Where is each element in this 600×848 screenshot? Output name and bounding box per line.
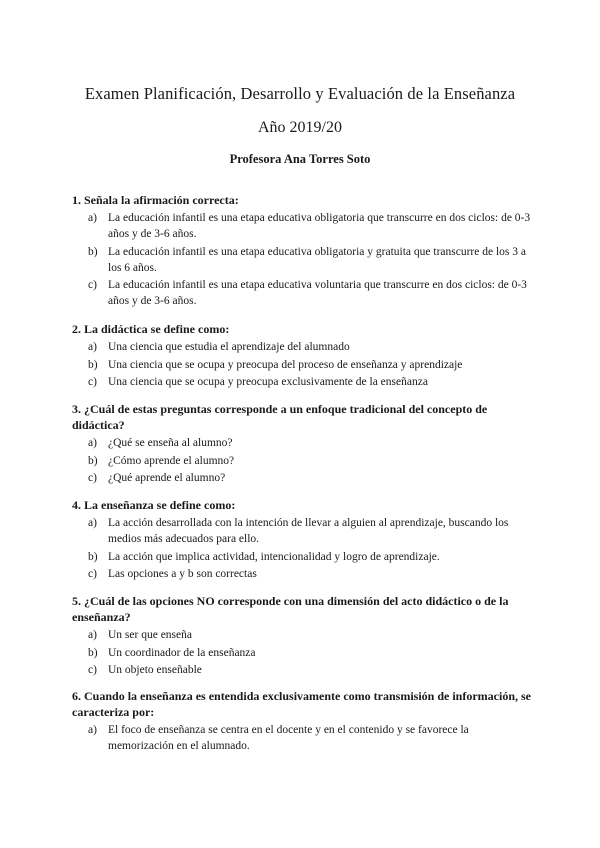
question-2-option-a [72,339,532,355]
option-text: Una ciencia que estudia el aprendizaje del alumnado [108,341,350,353]
option-letter: c) [88,664,97,676]
question-4-option-b [72,549,532,565]
option-text: La educación infantil es una etapa educativa obligatoria que transcurre en dos ciclos: de 0-3 años y de 3-6 años. [108,212,531,240]
question-2-option-b [72,357,532,373]
question-2-option-c [72,374,532,390]
question-3-option-b [72,453,532,469]
option-letter: a) [88,517,97,529]
option-text: La acción que implica actividad, intencionalidad y logro de aprendizaje. [108,550,440,563]
academic-year: Año 2019/20 [258,119,342,136]
question-5-option-c [72,662,532,678]
question-1 [72,192,532,311]
question-6 [72,688,532,756]
option-text: ¿Cómo aprende el alumno? [108,454,235,467]
question-1-option-c [72,277,532,309]
question-6-option-a [72,722,532,754]
option-text: Una ciencia que se ocupa y preocupa exclusivamente de la enseñanza [108,376,428,388]
option-letter: c) [88,472,97,484]
question-4-option-c [72,566,532,582]
professor-name: Profesora Ana Torres Soto [229,152,371,166]
option-text: El foco de enseñanza se centra en el docente y en el contenido y se favorece la memorización en el alumnado. [108,724,469,752]
option-letter: b) [88,454,98,467]
option-letter: b) [88,646,98,659]
option-letter: a) [88,629,97,641]
option-text: Una ciencia que se ocupa y preocupa del proceso de enseñanza y aprendizaje [108,358,463,371]
question-5-option-a [72,627,532,643]
option-letter: a) [88,437,97,449]
question-2-title: 2. La didáctica se define como: [72,322,230,336]
option-letter: c) [88,376,97,388]
option-letter: b) [88,358,98,371]
option-letter: a) [88,724,97,736]
question-4-title: 4. La enseñanza se define como: [72,498,236,512]
question-3-title: 3. ¿Cuál de estas preguntas corresponde a un enfoque tradicional del concepto de didáctica? [72,402,488,432]
option-text: ¿Qué se enseña al alumno? [108,437,233,449]
option-text: Un objeto enseñable [108,664,202,676]
option-text: La educación infantil es una etapa educativa obligatoria y gratuita que transcurre de los 3 a los 6 años. [108,245,526,274]
question-3-option-c [72,470,532,486]
question-4-option-a [72,515,532,547]
question-3-option-a [72,435,532,451]
question-5 [72,593,532,680]
option-text: Las opciones a y b son correctas [108,568,257,580]
question-5-title: 5. ¿Cuál de las opciones NO corresponde con una dimensión del acto didáctico o de la enseñanza? [72,594,509,624]
option-text: La acción desarrollada con la intención de llevar a alguien al aprendizaje, buscando los medios más adecuados para ello. [108,517,509,545]
question-6-title: 6. Cuando la enseñanza es entendida exclusivamente como transmisión de información, se caracteriza por: [72,689,531,719]
option-letter: b) [88,245,98,258]
option-letter: c) [88,568,97,580]
exam-title: Examen Planificación, Desarrollo y Evaluación de la Enseñanza [84,84,516,103]
option-letter: a) [88,341,97,353]
question-4 [72,497,532,584]
question-1-option-a [72,210,532,242]
option-letter: b) [88,550,98,563]
question-1-option-b [72,244,532,276]
option-text: Un ser que enseña [108,629,192,641]
question-5-option-b [72,645,532,661]
option-text: Un coordinador de la enseñanza [108,646,256,659]
option-letter: c) [88,279,97,291]
option-letter: a) [88,212,97,224]
option-text: La educación infantil es una etapa educativa voluntaria que transcurre en dos ciclos: de 0-3 años y de 3-6 años. [108,279,527,307]
question-1-title: 1. Señala la afirmación correcta: [72,193,239,207]
question-3 [72,401,532,488]
option-text: ¿Qué aprende el alumno? [108,472,226,484]
question-2 [72,321,532,392]
